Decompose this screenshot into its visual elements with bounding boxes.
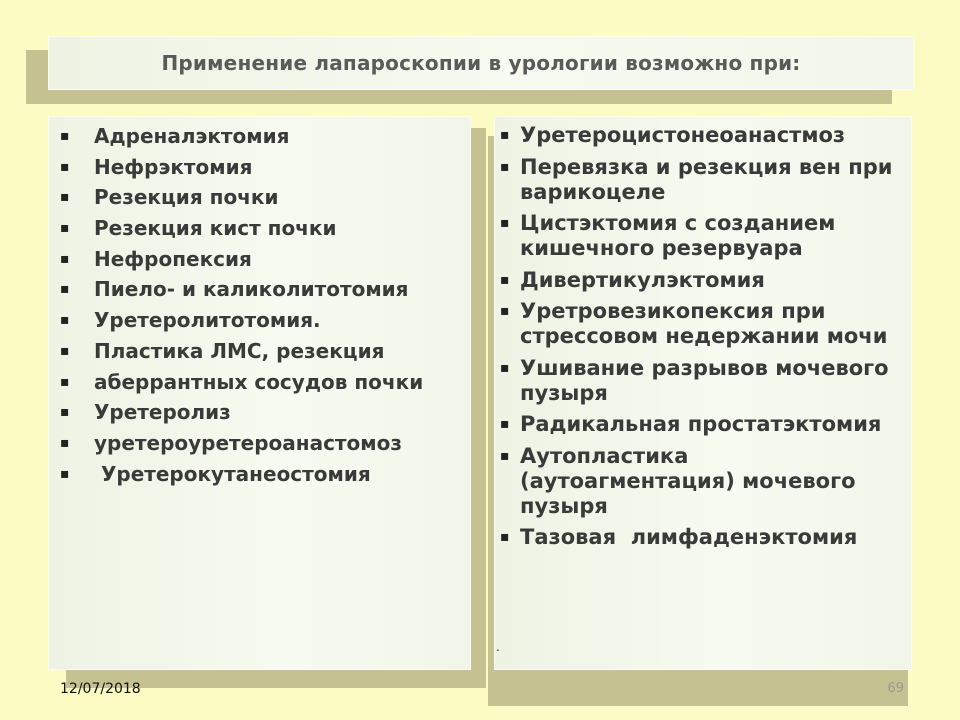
page-number: 69 (887, 681, 904, 696)
square-bullet-icon: ▪ (60, 189, 70, 206)
list-item (60, 247, 423, 271)
list-item (60, 216, 423, 240)
list-item-text: Пластика ЛМС, резекция (94, 338, 385, 363)
list-item (500, 123, 895, 148)
list-item-text: Дивертикулэктомия (520, 267, 765, 292)
list-item (60, 124, 423, 148)
list-item (60, 431, 423, 455)
square-bullet-icon: ▪ (500, 359, 510, 376)
list-item-text: Уретерокутанеостомия (94, 461, 371, 486)
list-item-text: Уретеролиз (94, 400, 231, 425)
list-item-text: Нефрэктомия (94, 154, 253, 179)
footer-date: 12/07/2018 (60, 681, 141, 697)
list-item (60, 308, 423, 332)
square-bullet-icon: ▪ (60, 404, 70, 421)
square-bullet-icon: ▪ (60, 342, 70, 359)
list-item (500, 299, 895, 349)
list-item (500, 268, 895, 293)
list-item-text: Пиело- и каликолитотомия (94, 277, 409, 302)
square-bullet-icon: ▪ (60, 312, 70, 329)
list-item-text: уретероуретероанастомоз (94, 430, 402, 455)
list-item (60, 185, 423, 209)
square-bullet-icon: ▪ (500, 416, 510, 432)
list-item-text: Радикальная простатэктомия (520, 412, 882, 436)
list-item-text: Уретероцистонеоанастмоз (520, 123, 846, 147)
list-item (60, 339, 423, 363)
square-bullet-icon: ▪ (500, 158, 510, 175)
square-bullet-icon: ▪ (60, 281, 70, 298)
square-bullet-icon: ▪ (60, 220, 70, 237)
list-item (60, 277, 423, 301)
list-item (60, 400, 423, 424)
trailing-mark: . (496, 640, 500, 654)
square-bullet-icon: ▪ (60, 158, 70, 175)
left-panel (48, 116, 471, 670)
slide-title: Применение лапароскопии в урологии возможно при: (161, 51, 801, 75)
list-item-text: Цистэктомия с созданием кишечного резервуара (520, 211, 843, 260)
list-item-text: Уретровезикопексия при стрессовом недержании мочи (520, 299, 888, 348)
list-item (60, 462, 423, 486)
square-bullet-icon: ▪ (60, 128, 70, 144)
list-item (500, 525, 895, 550)
list-item (60, 155, 423, 179)
square-bullet-icon: ▪ (500, 303, 510, 319)
square-bullet-icon: ▪ (500, 447, 510, 464)
square-bullet-icon: ▪ (60, 250, 70, 267)
square-bullet-icon: ▪ (60, 373, 70, 390)
square-bullet-icon: ▪ (500, 127, 510, 143)
list-item-text: Нефропексия (94, 246, 252, 271)
square-bullet-icon: ▪ (500, 215, 510, 231)
right-list (500, 123, 900, 557)
right-panel (494, 116, 912, 670)
list-item-text: Резекция кист почки (94, 216, 337, 241)
list-item-text: Уретеролитотомия. (94, 308, 321, 333)
list-item-text: Перевязка и резекция вен при варикоцеле (520, 154, 900, 204)
list-item (500, 444, 895, 519)
square-bullet-icon: ▪ (500, 271, 510, 288)
left-list (60, 124, 423, 492)
list-item (500, 211, 895, 261)
list-item-text: Аутопластика (аутоагментация) мочевого пузыря (520, 443, 863, 518)
square-bullet-icon: ▪ (500, 529, 510, 545)
list-item (500, 412, 895, 437)
list-item-text: Адреналэктомия (94, 124, 290, 148)
list-item (500, 154, 900, 205)
list-item (500, 356, 895, 406)
list-item-text: Ушивание разрывов мочевого пузыря (520, 355, 896, 405)
list-item-text: Резекция почки (94, 185, 279, 210)
square-bullet-icon: ▪ (60, 465, 70, 482)
square-bullet-icon: ▪ (60, 434, 70, 451)
list-item-text: Тазовая лимфаденэктомия (520, 525, 858, 549)
list-item-text: аберрантных сосудов почки (94, 369, 424, 394)
list-item (60, 370, 423, 394)
title-panel (48, 36, 914, 90)
